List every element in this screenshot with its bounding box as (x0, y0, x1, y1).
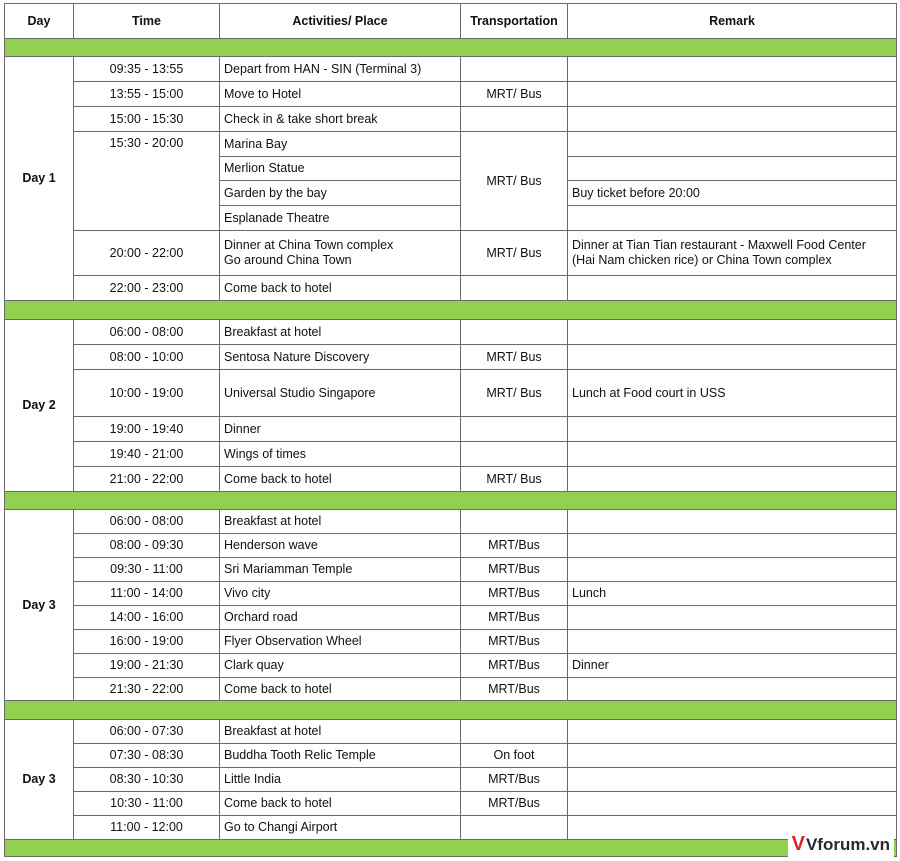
activity-cell (220, 231, 461, 276)
remark-cell (568, 107, 897, 132)
table-row (5, 320, 897, 345)
v-logo-icon: V (791, 833, 805, 855)
activity-cell: Come back to hotel (220, 276, 461, 301)
transport-cell: MRT/Bus (461, 606, 568, 630)
remark-cell (568, 417, 897, 442)
activity-cell: Breakfast at hotel (220, 320, 461, 345)
table-row (5, 630, 897, 654)
remark-cell: Buy ticket before 20:00 (568, 181, 897, 206)
transport-cell: MRT/Bus (461, 792, 568, 816)
table-row (5, 558, 897, 582)
time-cell: 15:30 - 20:00 (74, 132, 220, 231)
day-label: Day 3 (5, 720, 74, 840)
table-row (5, 132, 897, 157)
activity-cell: Depart from HAN - SIN (Terminal 3) (220, 57, 461, 82)
watermark-logo (788, 832, 894, 857)
remark-cell (568, 744, 897, 768)
header-day: Day (5, 4, 74, 39)
header-time: Time (74, 4, 220, 39)
remark-cell: Lunch at Food court in USS (568, 370, 897, 417)
activity-cell: Wings of times (220, 442, 461, 467)
table-row (5, 82, 897, 107)
time-cell: 19:40 - 21:00 (74, 442, 220, 467)
activity-cell: Clark quay (220, 654, 461, 678)
activity-cell: Universal Studio Singapore (220, 370, 461, 417)
time-cell: 06:00 - 08:00 (74, 510, 220, 534)
header-activity: Activities/ Place (220, 4, 461, 39)
time-cell: 09:30 - 11:00 (74, 558, 220, 582)
remark-cell (568, 558, 897, 582)
remark-cell (568, 132, 897, 157)
remark-cell (568, 442, 897, 467)
table-row (5, 467, 897, 492)
table-row (5, 417, 897, 442)
activity-cell: Henderson wave (220, 534, 461, 558)
remark-cell (568, 678, 897, 701)
table-row (5, 744, 897, 768)
table-row (5, 231, 897, 276)
transport-cell (461, 816, 568, 840)
transport-cell: MRT/Bus (461, 678, 568, 701)
table-row (5, 678, 897, 701)
time-cell: 14:00 - 16:00 (74, 606, 220, 630)
time-cell: 19:00 - 21:30 (74, 654, 220, 678)
transport-cell (461, 320, 568, 345)
activity-cell: Garden by the bay (220, 181, 461, 206)
remark-cell (568, 467, 897, 492)
day-label: Day 3 (5, 510, 74, 701)
table-row (5, 768, 897, 792)
activity-cell: Dinner (220, 417, 461, 442)
table-row (5, 606, 897, 630)
remark-cell (568, 792, 897, 816)
activity-cell: Go to Changi Airport (220, 816, 461, 840)
remark-cell (568, 630, 897, 654)
table-row (5, 57, 897, 82)
time-cell: 06:00 - 08:00 (74, 320, 220, 345)
remark-line: (Hai Nam chicken rice) or China Town complex (572, 253, 832, 267)
transport-cell: MRT/ Bus (461, 231, 568, 276)
day-separator (5, 301, 897, 320)
time-cell: 06:00 - 07:30 (74, 720, 220, 744)
remark-cell (568, 720, 897, 744)
remark-cell (568, 206, 897, 231)
transport-cell: MRT/Bus (461, 558, 568, 582)
transport-cell: On foot (461, 744, 568, 768)
transport-cell (461, 442, 568, 467)
time-cell: 22:00 - 23:00 (74, 276, 220, 301)
remark-cell (568, 82, 897, 107)
activity-line: Go around China Town (224, 253, 352, 267)
table-row (5, 370, 897, 417)
remark-cell: Dinner (568, 654, 897, 678)
transport-cell: MRT/ Bus (461, 370, 568, 417)
transport-cell (461, 276, 568, 301)
time-cell: 10:30 - 11:00 (74, 792, 220, 816)
activity-cell: Vivo city (220, 582, 461, 606)
transport-cell: MRT/Bus (461, 582, 568, 606)
activity-cell: Come back to hotel (220, 792, 461, 816)
table-row (5, 792, 897, 816)
header-remark: Remark (568, 4, 897, 39)
transport-cell: MRT/Bus (461, 534, 568, 558)
transport-cell (461, 720, 568, 744)
transport-cell (461, 107, 568, 132)
time-cell: 21:00 - 22:00 (74, 467, 220, 492)
itinerary-table (4, 3, 897, 857)
day-separator (5, 492, 897, 510)
time-cell: 20:00 - 22:00 (74, 231, 220, 276)
time-cell: 08:00 - 10:00 (74, 345, 220, 370)
transport-cell: MRT/Bus (461, 630, 568, 654)
transport-cell (461, 417, 568, 442)
activity-line: Dinner at China Town complex (224, 238, 394, 252)
activity-cell: Check in & take short break (220, 107, 461, 132)
time-cell: 08:00 - 09:30 (74, 534, 220, 558)
remark-cell (568, 510, 897, 534)
time-cell: 16:00 - 19:00 (74, 630, 220, 654)
transport-cell: MRT/ Bus (461, 82, 568, 107)
day-separator (5, 840, 897, 857)
watermark-text: Vforum.vn (805, 834, 890, 854)
remark-cell (568, 231, 897, 276)
time-cell: 09:35 - 13:55 (74, 57, 220, 82)
table-row (5, 107, 897, 132)
table-row (5, 276, 897, 301)
transport-cell: MRT/ Bus (461, 345, 568, 370)
time-cell: 07:30 - 08:30 (74, 744, 220, 768)
activity-cell: Come back to hotel (220, 678, 461, 701)
time-cell: 15:00 - 15:30 (74, 107, 220, 132)
remark-line: Dinner at Tian Tian restaurant - Maxwell Food Center (572, 238, 866, 252)
activity-cell: Breakfast at hotel (220, 510, 461, 534)
activity-cell: Sri Mariamman Temple (220, 558, 461, 582)
header-transportation: Transportation (461, 4, 568, 39)
header-row (5, 4, 897, 39)
time-cell: 11:00 - 14:00 (74, 582, 220, 606)
activity-cell: Buddha Tooth Relic Temple (220, 744, 461, 768)
time-cell: 10:00 - 19:00 (74, 370, 220, 417)
day-separator (5, 39, 897, 57)
remark-cell (568, 276, 897, 301)
remark-cell (568, 606, 897, 630)
remark-cell (568, 157, 897, 181)
transport-cell: MRT/Bus (461, 768, 568, 792)
table-row (5, 720, 897, 744)
activity-cell: Esplanade Theatre (220, 206, 461, 231)
transport-cell: MRT/ Bus (461, 132, 568, 231)
activity-cell: Move to Hotel (220, 82, 461, 107)
remark-cell (568, 534, 897, 558)
time-cell: 19:00 - 19:40 (74, 417, 220, 442)
table-row (5, 534, 897, 558)
activity-cell: Come back to hotel (220, 467, 461, 492)
day-separator (5, 701, 897, 720)
table-row (5, 442, 897, 467)
activity-cell: Orchard road (220, 606, 461, 630)
transport-cell (461, 57, 568, 82)
remark-cell (568, 320, 897, 345)
table-row (5, 816, 897, 840)
activity-cell: Little India (220, 768, 461, 792)
activity-cell: Breakfast at hotel (220, 720, 461, 744)
time-cell: 11:00 - 12:00 (74, 816, 220, 840)
time-cell: 13:55 - 15:00 (74, 82, 220, 107)
time-cell: 21:30 - 22:00 (74, 678, 220, 701)
remark-cell (568, 768, 897, 792)
activity-cell: Sentosa Nature Discovery (220, 345, 461, 370)
day-label: Day 2 (5, 320, 74, 492)
remark-cell: Lunch (568, 582, 897, 606)
activity-cell: Merlion Statue (220, 157, 461, 181)
time-cell: 08:30 - 10:30 (74, 768, 220, 792)
activity-cell: Flyer Observation Wheel (220, 630, 461, 654)
table-row (5, 510, 897, 534)
table-row (5, 654, 897, 678)
remark-cell (568, 57, 897, 82)
transport-cell: MRT/ Bus (461, 467, 568, 492)
transport-cell: MRT/Bus (461, 654, 568, 678)
remark-cell (568, 345, 897, 370)
table-row (5, 345, 897, 370)
day-label: Day 1 (5, 57, 74, 301)
transport-cell (461, 510, 568, 534)
activity-cell: Marina Bay (220, 132, 461, 157)
table-row (5, 582, 897, 606)
